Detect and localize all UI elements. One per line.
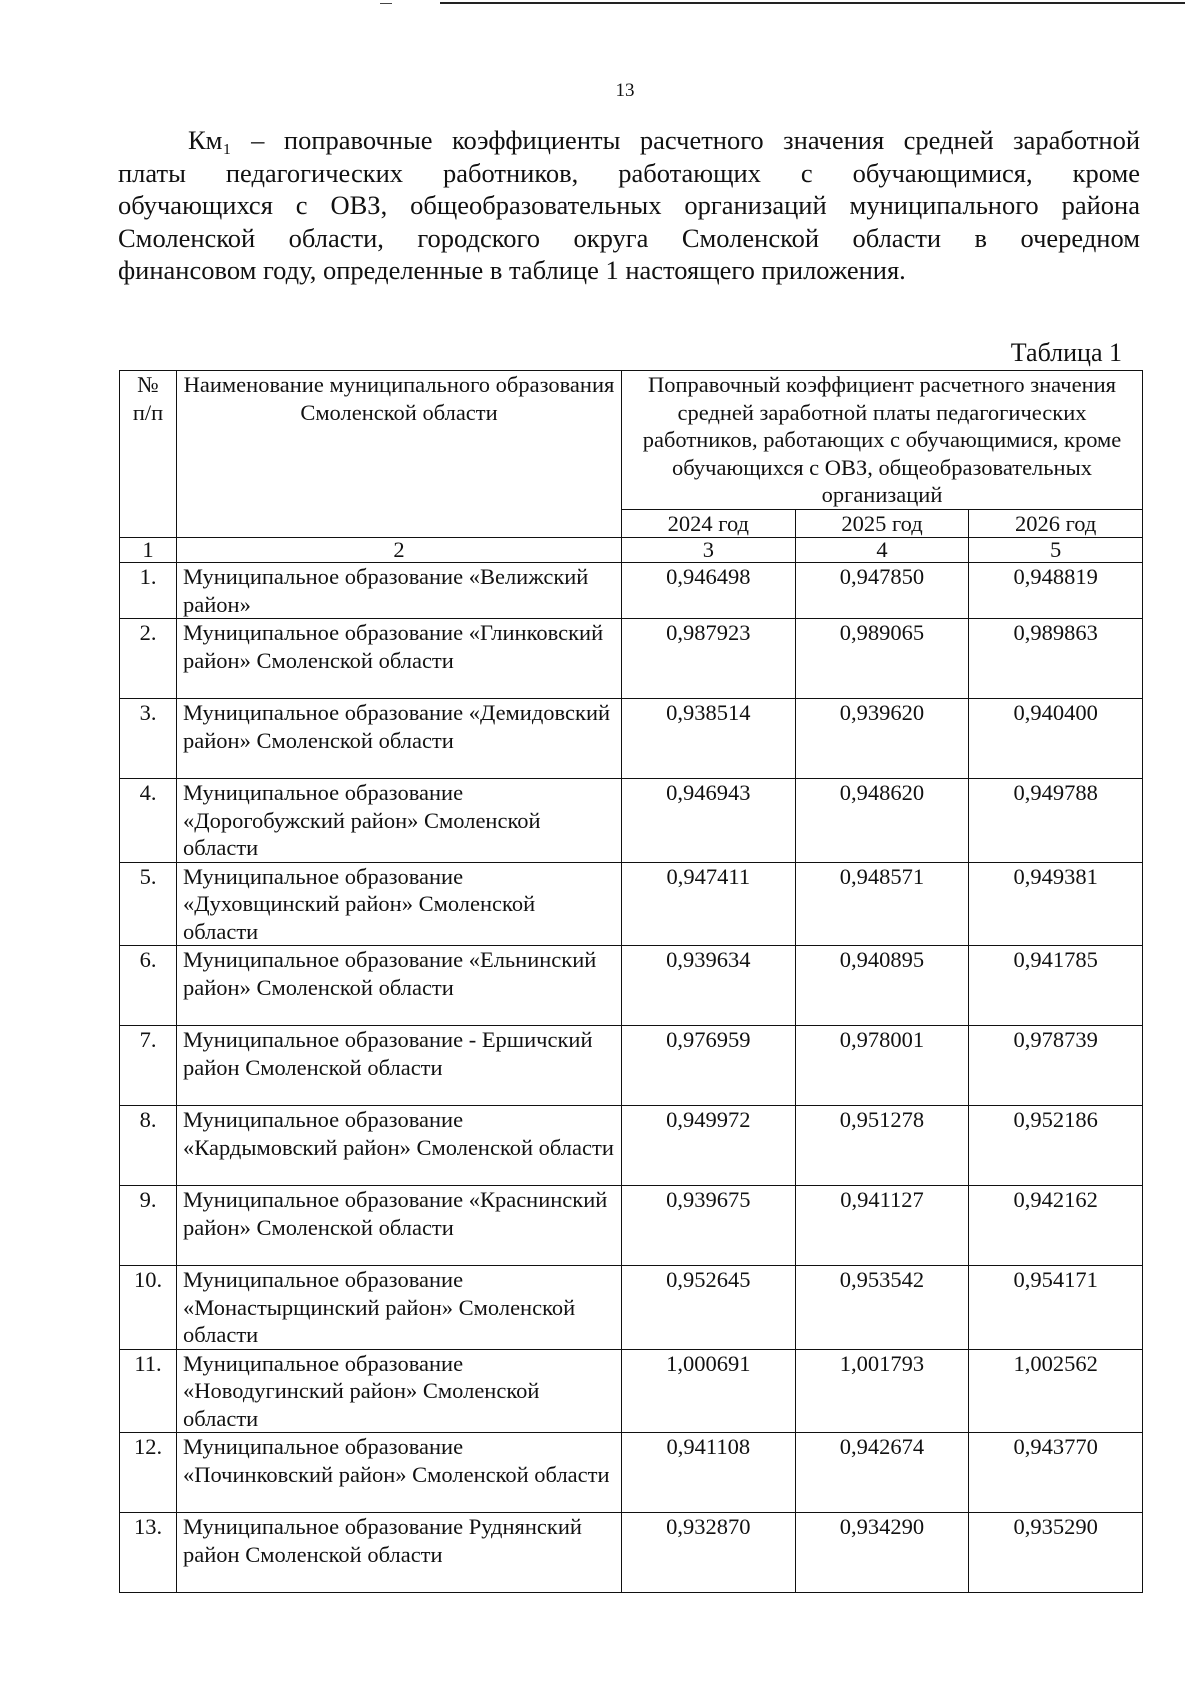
municipality-name: Муниципальное образование «Ельнинский район» Смоленской области	[177, 946, 622, 1026]
municipality-name: Муниципальное образование «Монастырщинский район» Смоленской области	[177, 1266, 622, 1350]
intro-line: обучающихся с ОВЗ, общеобразовательных организаций муниципального района	[118, 190, 1140, 220]
value-2024: 0,952645	[622, 1266, 796, 1350]
column-index-row	[120, 538, 1143, 563]
row-number: 5.	[120, 862, 177, 946]
intro-line: Км₁ – поправочные коэффициенты расчетного значения средней заработной	[188, 125, 1140, 155]
value-2025: 0,947850	[795, 563, 969, 619]
table-row	[120, 619, 1143, 699]
header-year-2025: 2025 год	[795, 509, 969, 538]
value-2024: 0,932870	[622, 1513, 796, 1593]
value-2024: 0,939675	[622, 1186, 796, 1266]
value-2025: 0,940895	[795, 946, 969, 1026]
table-row	[120, 1349, 1143, 1433]
coefficients-table	[119, 370, 1143, 1593]
table-body	[120, 563, 1143, 1593]
row-number: 12.	[120, 1433, 177, 1513]
value-2024: 0,941108	[622, 1433, 796, 1513]
municipality-name: Муниципальное образование «Починковский район» Смоленской области	[177, 1433, 622, 1513]
intro-paragraph	[118, 124, 1140, 287]
table-row	[120, 1026, 1143, 1106]
intro-line: Смоленской области, городского округа Смоленской области в очередном	[118, 222, 1140, 253]
value-2025: 0,989065	[795, 619, 969, 699]
value-2024: 0,939634	[622, 946, 796, 1026]
municipality-name: Муниципальное образование «Велижский район»	[177, 563, 622, 619]
municipality-name: Муниципальное образование «Кардымовский район» Смоленской области	[177, 1106, 622, 1186]
row-number: 1.	[120, 563, 177, 619]
value-2024: 0,947411	[622, 862, 796, 946]
row-number: 3.	[120, 699, 177, 779]
value-2026: 1,002562	[969, 1349, 1143, 1433]
value-2024: 0,938514	[622, 699, 796, 779]
municipality-name: Муниципальное образование Руднянский район Смоленской области	[177, 1513, 622, 1593]
municipality-name: Муниципальное образование «Новодугинский район» Смоленской области	[177, 1349, 622, 1433]
scan-border-mark	[380, 3, 392, 4]
table-row	[120, 699, 1143, 779]
value-2024: 0,946498	[622, 563, 796, 619]
row-number: 7.	[120, 1026, 177, 1106]
municipality-name: Муниципальное образование «Дорогобужский район» Смоленской области	[177, 779, 622, 863]
row-number: 2.	[120, 619, 177, 699]
table-row	[120, 862, 1143, 946]
value-2025: 0,951278	[795, 1106, 969, 1186]
row-number: 9.	[120, 1186, 177, 1266]
table-row	[120, 1186, 1143, 1266]
column-index: 4	[795, 538, 969, 563]
value-2024: 0,976959	[622, 1026, 796, 1106]
column-index: 3	[622, 538, 796, 563]
value-2026: 0,952186	[969, 1106, 1143, 1186]
column-index: 5	[969, 538, 1143, 563]
row-number: 6.	[120, 946, 177, 1026]
table-row	[120, 1266, 1143, 1350]
value-2026: 0,978739	[969, 1026, 1143, 1106]
header-name: Наименование муниципального образования Смоленской области	[177, 371, 622, 538]
value-2024: 0,946943	[622, 779, 796, 863]
row-number: 8.	[120, 1106, 177, 1186]
value-2026: 0,941785	[969, 946, 1143, 1026]
table-row	[120, 1513, 1143, 1593]
table-caption: Таблица 1	[1010, 338, 1122, 367]
value-2025: 0,948571	[795, 862, 969, 946]
value-2025: 0,953542	[795, 1266, 969, 1350]
value-2024: 1,000691	[622, 1349, 796, 1433]
value-2026: 0,989863	[969, 619, 1143, 699]
value-2025: 0,942674	[795, 1433, 969, 1513]
value-2025: 0,941127	[795, 1186, 969, 1266]
value-2026: 0,943770	[969, 1433, 1143, 1513]
value-2026: 0,935290	[969, 1513, 1143, 1593]
municipality-name: Муниципальное образование - Ершичский район Смоленской области	[177, 1026, 622, 1106]
table-row	[120, 563, 1143, 619]
value-2024: 0,987923	[622, 619, 796, 699]
row-number: 11.	[120, 1349, 177, 1433]
value-2025: 1,001793	[795, 1349, 969, 1433]
municipality-name: Муниципальное образование «Краснинский район» Смоленской области	[177, 1186, 622, 1266]
page-number: 13	[615, 80, 635, 101]
municipality-name: Муниципальное образование «Духовщинский район» Смоленской области	[177, 862, 622, 946]
value-2026: 0,954171	[969, 1266, 1143, 1350]
value-2026: 0,949788	[969, 779, 1143, 863]
table-row	[120, 779, 1143, 863]
intro-line: финансовом году, определенные в таблице 1 настоящего приложения.	[118, 255, 906, 285]
column-index: 2	[177, 538, 622, 563]
table-row	[120, 1433, 1143, 1513]
table-row	[120, 1106, 1143, 1186]
value-2026: 0,948819	[969, 563, 1143, 619]
row-number: 13.	[120, 1513, 177, 1593]
value-2026: 0,940400	[969, 699, 1143, 779]
municipality-name: Муниципальное образование «Глинковский район» Смоленской области	[177, 619, 622, 699]
value-2025: 0,948620	[795, 779, 969, 863]
header-year-2026: 2026 год	[969, 509, 1143, 538]
header-year-2024: 2024 год	[622, 509, 796, 538]
header-num: № п/п	[120, 371, 177, 538]
header-coefficient: Поправочный коэффициент расчетного значения средней заработной платы педагогических работников, работающих с обучающимися, кроме обучающихся с ОВЗ, общеобразовательных организаций	[622, 371, 1143, 510]
value-2025: 0,939620	[795, 699, 969, 779]
value-2025: 0,978001	[795, 1026, 969, 1106]
value-2025: 0,934290	[795, 1513, 969, 1593]
scan-border-line	[440, 2, 1185, 4]
municipality-name: Муниципальное образование «Демидовский район» Смоленской области	[177, 699, 622, 779]
value-2026: 0,942162	[969, 1186, 1143, 1266]
row-number: 4.	[120, 779, 177, 863]
intro-line: платы педагогических работников, работающих с обучающимися, кроме	[118, 157, 1140, 188]
table-row	[120, 946, 1143, 1026]
row-number: 10.	[120, 1266, 177, 1350]
value-2026: 0,949381	[969, 862, 1143, 946]
column-index: 1	[120, 538, 177, 563]
value-2024: 0,949972	[622, 1106, 796, 1186]
